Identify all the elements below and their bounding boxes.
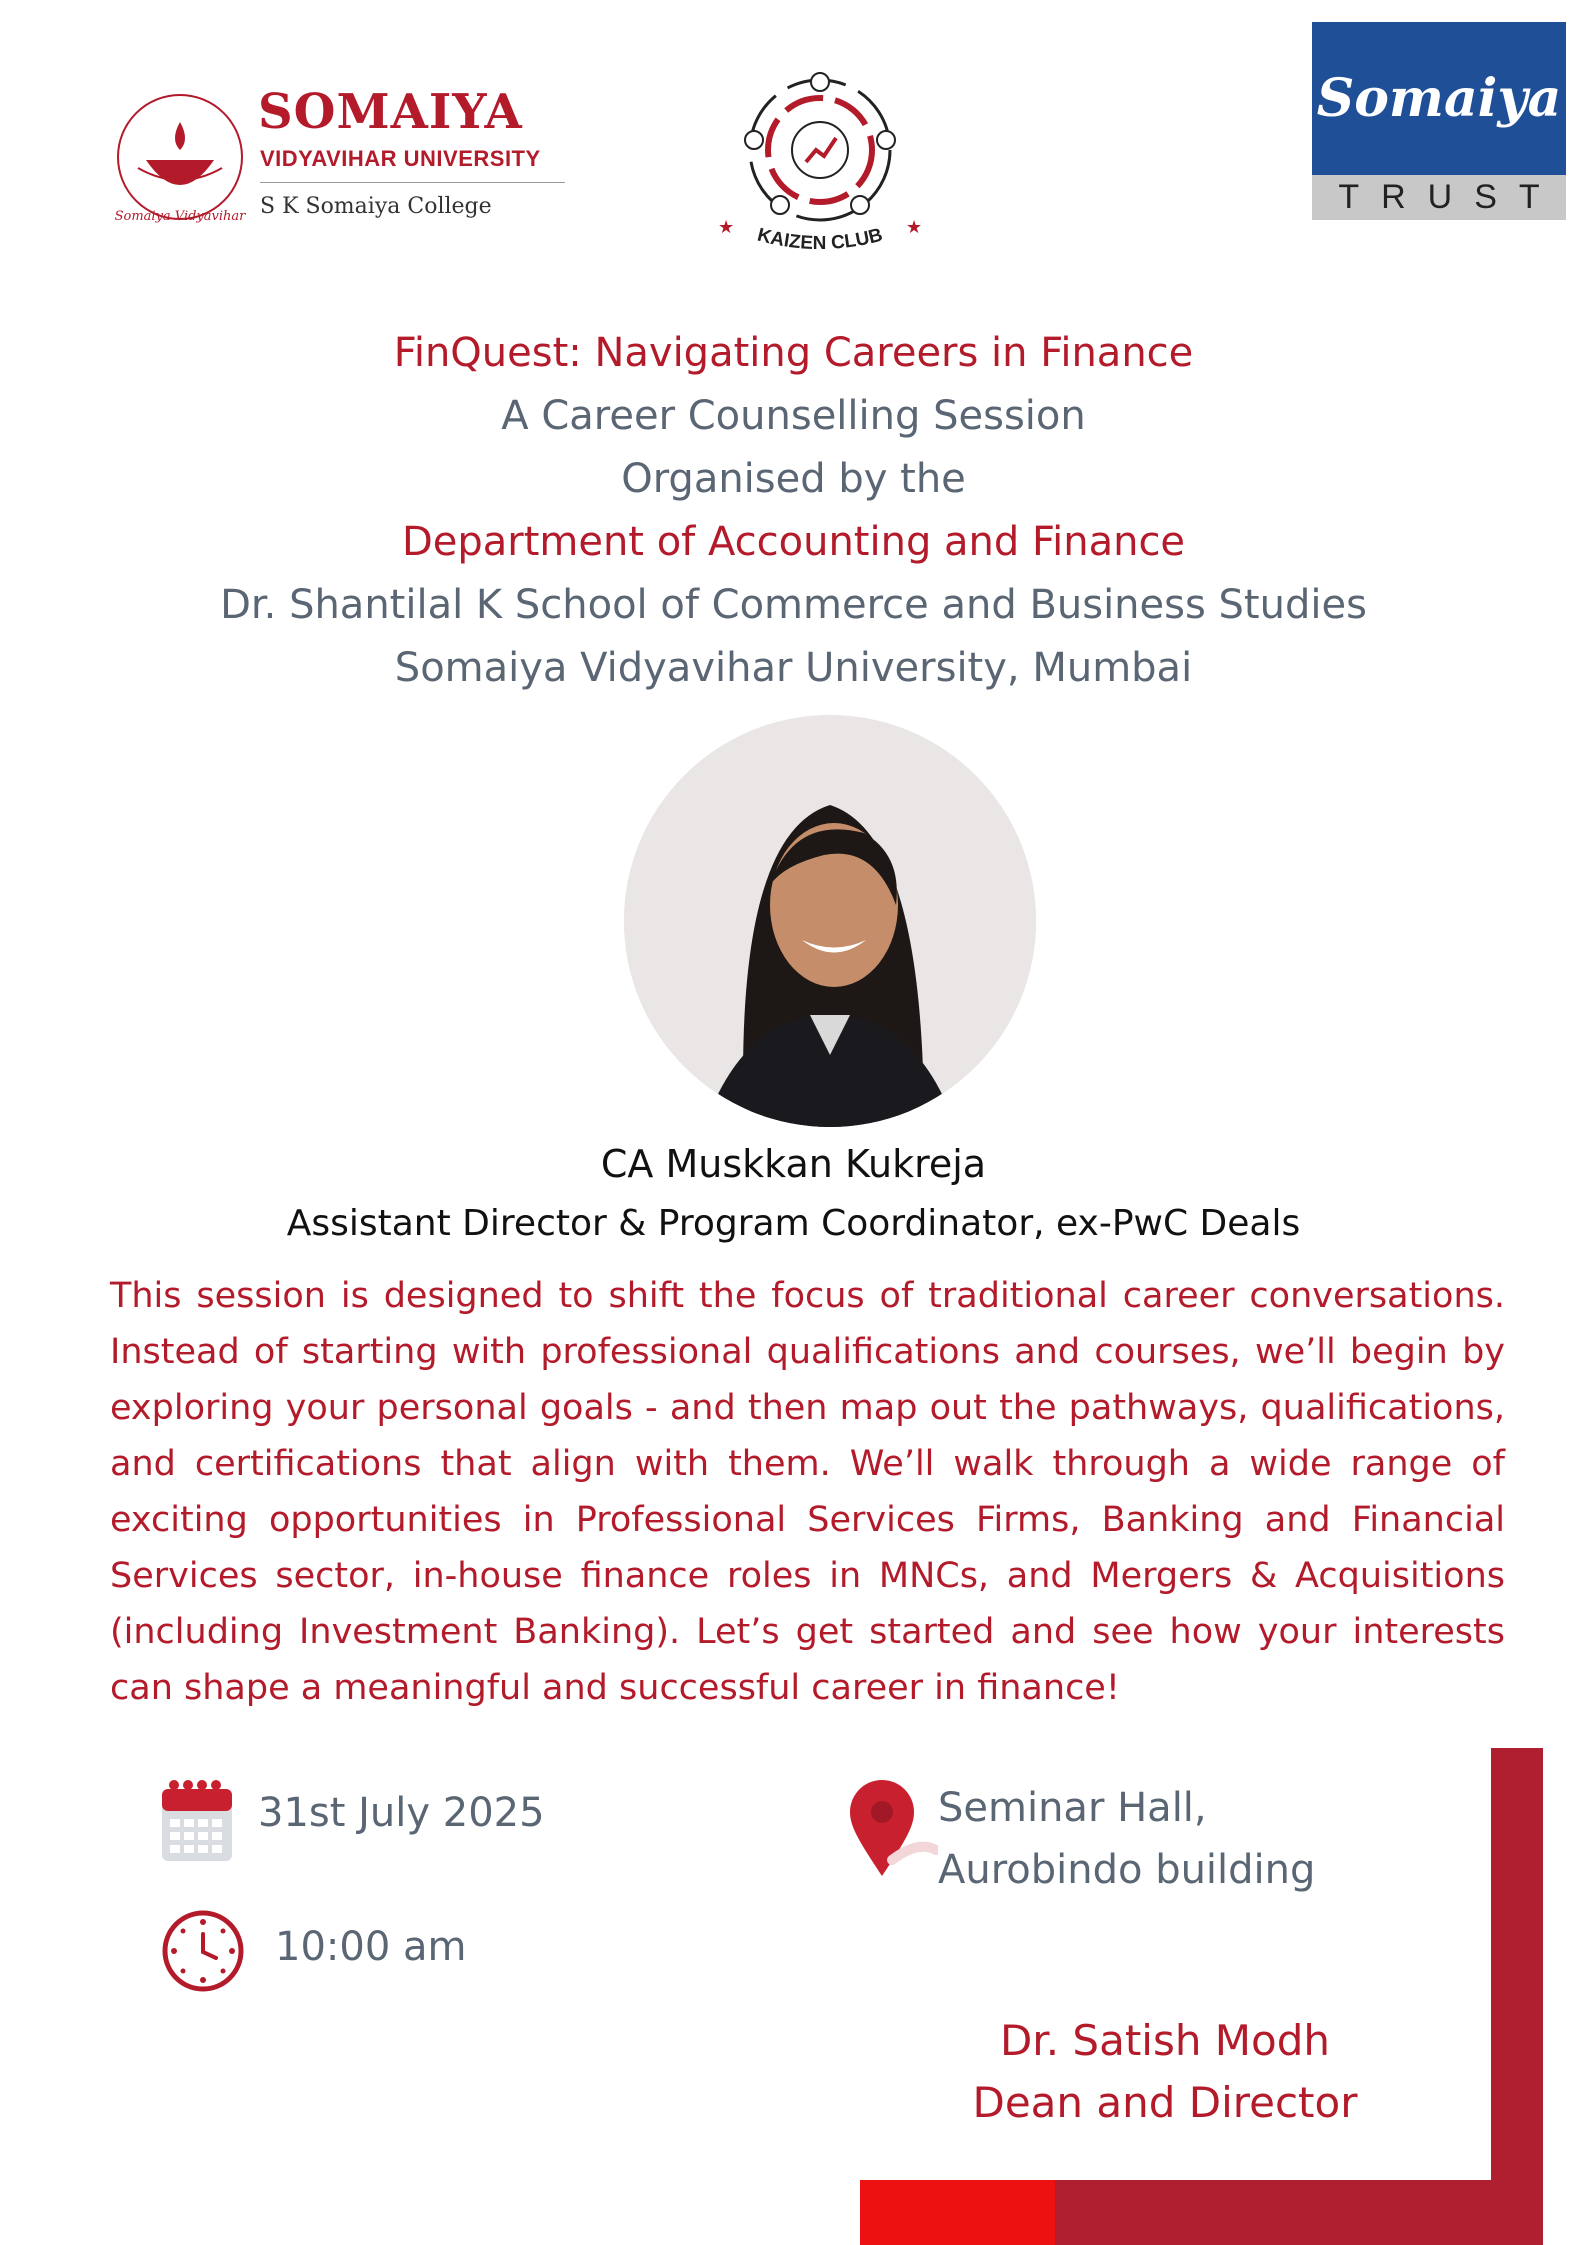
session-description: This session is designed to shift the focus of traditional career conversations. Instead of starting with professional qualifications and courses, we’ll begin by exploring your personal goals - and then map out the pathways, qualifications, and certifications that align with them. We’ll walk through a wide range of exciting opportunities in Professional Services Firms, Banking and Financial Services sector, in-house finance roles in MNCs, and Mergers & Acquisitions (including Investment Banking). Let’s get started and see how your interests can shape a meaningful and successful career in finance! bbox=[110, 1276, 1505, 1708]
event-subtitle: A Career Counselling Session bbox=[501, 393, 1086, 439]
svg-text:Somaiya Vidyavihar: Somaiya Vidyavihar bbox=[114, 209, 246, 224]
organised-by: Organised by the bbox=[621, 456, 966, 502]
university-name: Somaiya Vidyavihar University, Mumbai bbox=[394, 645, 1193, 691]
svg-text:★: ★ bbox=[718, 217, 735, 237]
svu-college: S K Somaiya College bbox=[260, 194, 492, 219]
signatory-title: Dean and Director bbox=[972, 2078, 1358, 2127]
event-title: FinQuest: Navigating Careers in Finance bbox=[393, 330, 1194, 376]
kaizen-club-label: KAIZEN CLUB bbox=[755, 224, 885, 255]
decorative-red-bar-vertical bbox=[1491, 1748, 1543, 2245]
svu-name: SOMAIYA bbox=[258, 84, 523, 140]
event-date: 31st July 2025 bbox=[258, 1790, 545, 1836]
department-name: Department of Accounting and Finance bbox=[401, 519, 1186, 565]
svu-subtitle: VIDYAVIHAR UNIVERSITY bbox=[260, 146, 541, 171]
speaker-role: Assistant Director & Program Coordinator, ex-PwC Deals bbox=[286, 1203, 1301, 1244]
svg-text:KAIZEN CLUB bbox=[755, 225, 885, 254]
svu-divider bbox=[260, 182, 565, 183]
svg-text:★: ★ bbox=[906, 217, 923, 237]
speaker-name: CA Muskkan Kukreja bbox=[600, 1142, 987, 1186]
signatory-name: Dr. Satish Modh bbox=[999, 2016, 1331, 2065]
somaiya-trust-label: TRUST bbox=[1312, 175, 1566, 220]
speaker-photo bbox=[624, 715, 1036, 1127]
decorative-bright-red-bar bbox=[860, 2180, 1055, 2245]
event-time: 10:00 am bbox=[275, 1924, 467, 1970]
calendar-icon bbox=[158, 1775, 236, 1865]
venue-line-1: Seminar Hall, bbox=[938, 1785, 1207, 1831]
somaiya-trust-logo: Somaiya bbox=[1312, 22, 1566, 175]
svu-seal-logo bbox=[108, 82, 253, 232]
location-pin-icon bbox=[848, 1780, 938, 1880]
kaizen-club-logo bbox=[700, 55, 940, 270]
clock-icon bbox=[160, 1908, 246, 1994]
school-name: Dr. Shantilal K School of Commerce and Business Studies bbox=[220, 582, 1367, 628]
venue-line-2: Aurobindo building bbox=[938, 1847, 1316, 1893]
